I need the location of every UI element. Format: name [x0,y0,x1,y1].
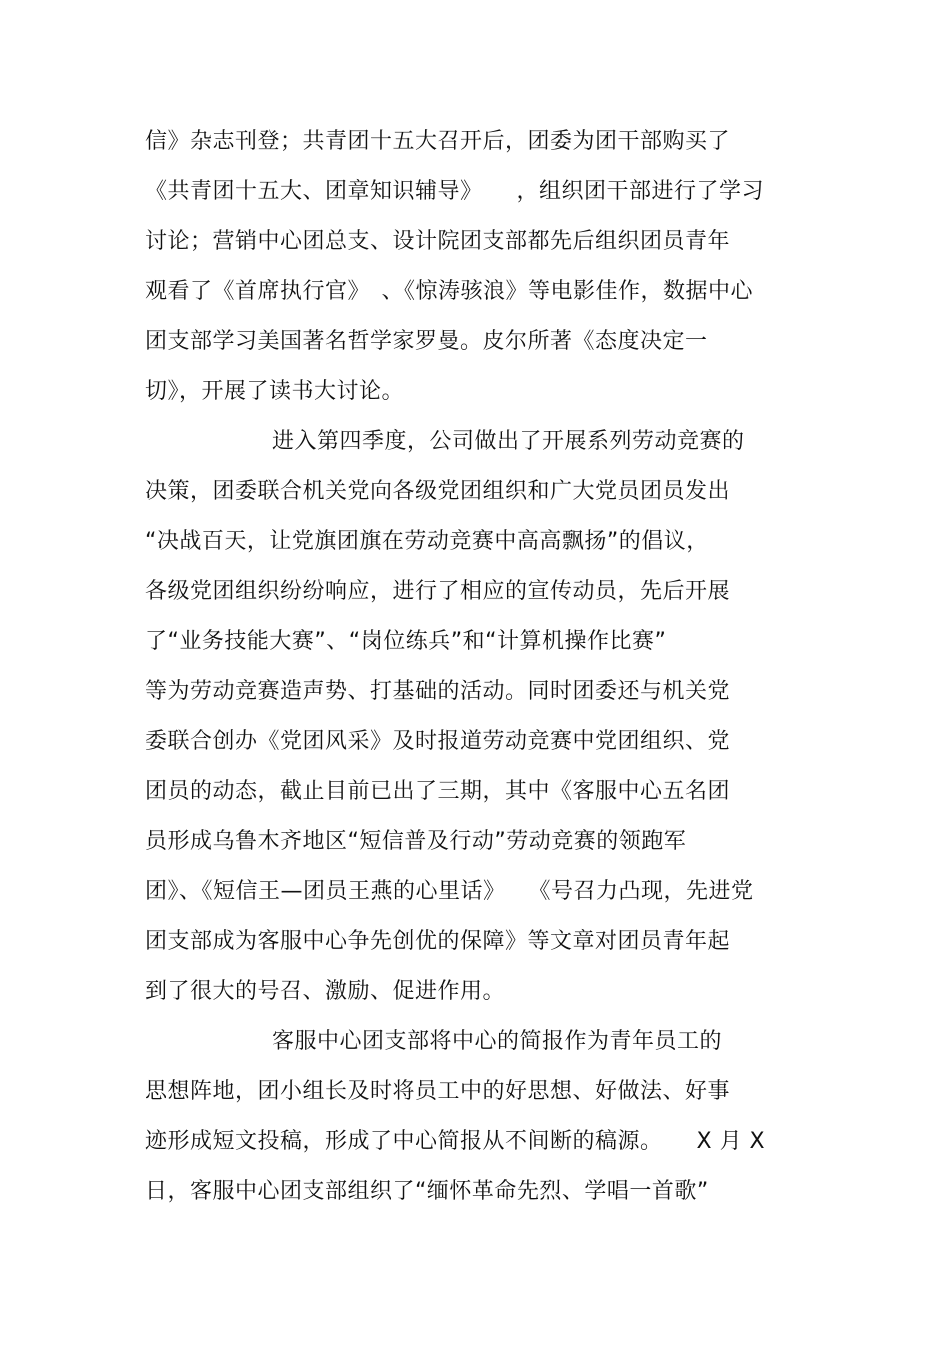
text-line: 到了很大的号召、激励、促进作用。 [145,979,506,1004]
text-line: 思想阵地，团小组长及时将员工中的好思想、好做法、好事 [145,1079,731,1104]
text-line: 切》，开展了读书大讨论。 [145,379,405,404]
text-line: 信》杂志刊登；共青团十五大召开后，团委为团干部购买了 [145,129,731,154]
text-line: 员形成乌鲁木齐地区“短信普及行动”劳动竞赛的领跑军 [145,829,687,854]
paragraph-first-line: 客服中心团支部将中心的简报作为青年员工的 [272,1029,723,1054]
text-line: 了“业务技能大赛”、“岗位练兵”和“计算机操作比赛” [145,629,667,654]
text-line: “决战百天，让党旗团旗在劳动竞赛中高高飘扬”的倡议， [145,529,709,554]
text-line: 日，客服中心团支部组织了“缅怀革命先烈、学唱一首歌” [145,1179,709,1204]
text-line: 观看了《首席执行官》 、《惊涛骇浪》等电影佳作，数据中心 [145,279,754,304]
text-line: 团支部学习美国著名哲学家罗曼。皮尔所著《态度决定一 [145,329,708,354]
text-line: 决策，团委联合机关党向各级党团组织和广大党员团员发出 [145,479,731,504]
text-line: 团》、《短信王—团员王燕的心里话》 《号召力凸现，先进党 [145,879,754,904]
text-line: 迹形成短文投稿，形成了中心简报从不间断的稿源。 X 月 X [145,1129,766,1154]
text-line: 讨论；营销中心团总支、设计院团支部都先后组织团员青年 [145,229,731,254]
text-line: 团支部成为客服中心争先创优的保障》等文章对团员青年起 [145,929,731,954]
text-line: 各级党团组织纷纷响应，进行了相应的宣传动员，先后开展 [145,579,731,604]
text-line: 团员的动态，截止目前已出了三期，其中《客服中心五名团 [145,779,731,804]
text-line: 《共青团十五大、团章知识辅导》 ，组织团干部进行了学习 [145,179,765,204]
text-line: 等为劳动竞赛造声势、打基础的活动。同时团委还与机关党 [145,679,731,704]
text-line: 委联合创办《党团风采》及时报道劳动竞赛中党团组织、党 [145,729,731,754]
paragraph-first-line: 进入第四季度，公司做出了开展系列劳动竞赛的 [272,429,745,454]
